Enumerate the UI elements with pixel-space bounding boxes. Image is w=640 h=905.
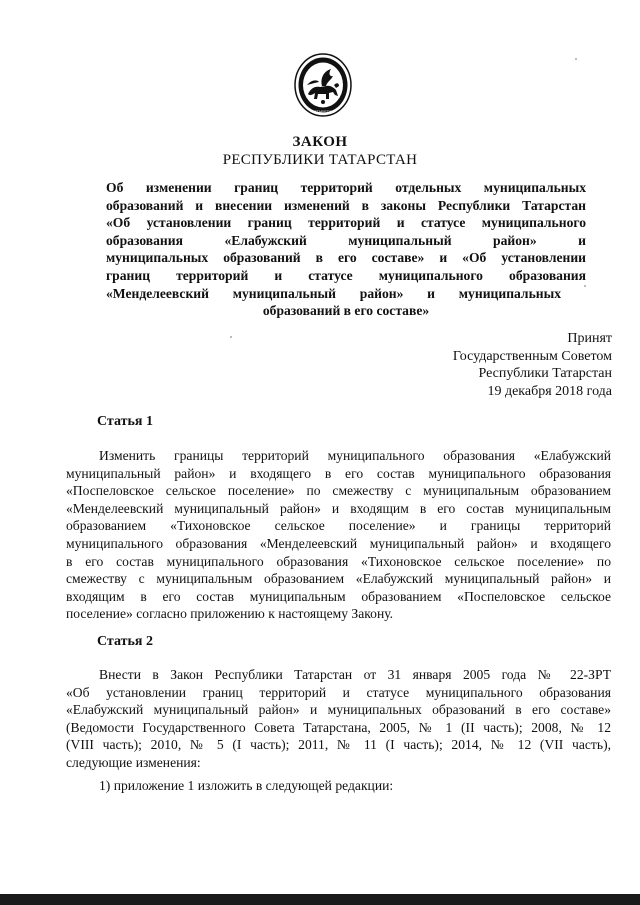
text-line: Изменить границы территорий муниципального образования «Елабужский [99,448,611,463]
text-line: следующие изменения: [66,754,201,770]
adopted-label: Принят [567,331,612,346]
subject-line: образований в его составе» [262,303,430,319]
scan-bottom-edge [0,894,640,905]
article-2-text [66,666,611,772]
amendment-item-1: 1) приложение 1 изложить в следующей редакции: [99,778,394,793]
adoption-date: 19 декабря 2018 года [487,383,612,399]
subject-line: образования «Елабужский муниципальный район» и [106,232,586,248]
republic-title: РЕСПУБЛИКИ ТАТАРСТАН [222,152,418,168]
text-line: (VIII часть); 2010, № 5 (I часть); 2011, № 11 (I часть); 2014, № 12 (VII часть), [66,737,611,753]
text-line: муниципального образования «Менделеевский муниципальный район» и входящего [66,535,611,551]
adopted-republic: Республики Татарстан [478,366,612,382]
scan-speck [230,336,232,338]
text-line: в его состав муниципального образования «Тихоновское сельское поселение» по [66,553,611,569]
scan-speck [584,285,586,287]
text-line: Внести в Закон Республики Татарстан от 31 января 2005 года № 22-ЗРТ [99,667,611,682]
article-1-text [66,447,611,623]
text-line: входящим в его состав муниципальным образованием «Поспеловское сельское [66,588,611,604]
text-line: образованием «Тихоновское сельское поселение» и границы территорий [66,518,611,534]
subject-line: «Менделеевский муниципальный район» и муниципальных [106,285,561,301]
text-line: «Менделеевский муниципальный район» и входящим в его состав муниципальным [66,500,611,516]
law-subject [106,179,586,320]
text-line: «Поспеловское сельское поселение» по смежеству с муниципальным образованием [66,483,611,499]
subject-line: образований и внесении изменений в законы Республики Татарстан [106,197,586,213]
emblem-ring-text: TATARSTAN [311,109,335,114]
tatarstan-coat-of-arms-icon [293,52,353,118]
text-line: муниципальный район» и входящего в его состав муниципального образования [66,465,611,481]
adoption-block [453,330,612,400]
subject-line: Об изменении границ территорий отдельных муниципальных [106,180,586,195]
text-line: поселение» согласно приложению к настоящему Закону. [66,606,394,622]
text-line: «Елабужский муниципальный район» и муниципальных образований в его составе» [66,702,611,718]
text-line: (Ведомости Государственного Совета Татарстана, 2005, № 1 (II часть); 2008, № 12 [66,719,611,735]
subject-line: «Об установлении границ территорий и статусе муниципального [106,215,586,231]
text-line: смежеству с муниципальным образованием «Елабужский муниципальный район» и [66,571,611,587]
scan-speck [575,58,577,60]
subject-line: муниципальных образований в его составе» и «Об установлении [106,250,586,266]
subject-line: границ территорий и статусе муниципального образования [106,267,586,283]
text-line: «Об установлении границ территорий и статусе муниципального образования [66,684,611,700]
law-title: ЗАКОН [292,134,348,150]
article-2-heading: Статья 2 [97,634,153,649]
adopted-by: Государственным Советом [452,348,612,364]
coat-of-arms-emblem [293,52,353,118]
article-1-heading: Статья 1 [97,414,153,429]
